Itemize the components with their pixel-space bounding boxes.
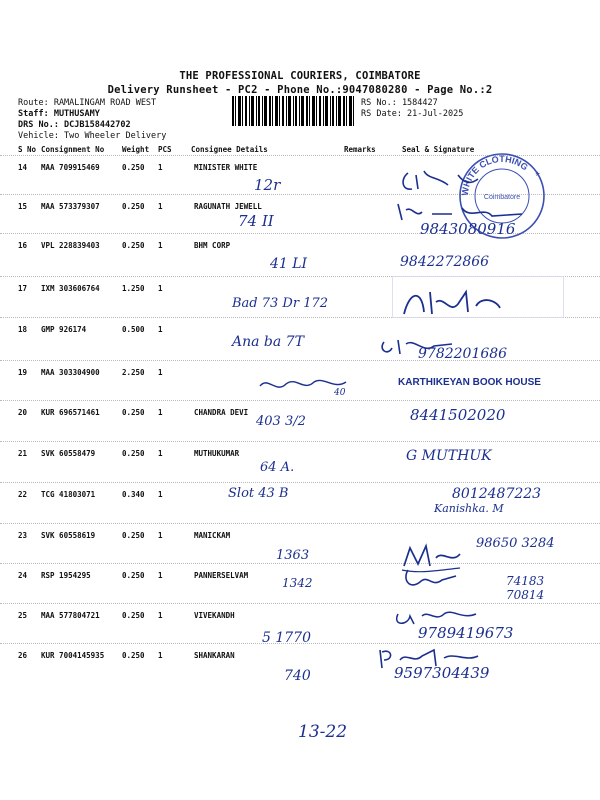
col-weight: Weight (122, 145, 150, 154)
route-line: Route: RAMALINGAM ROAD WEST (18, 98, 157, 108)
hw-phone-24: 74183 70814 (506, 574, 545, 602)
row-weight: 1.250 (122, 284, 145, 293)
row-pcs: 1 (158, 571, 163, 580)
row-pcs: 1 (158, 611, 163, 620)
hw-address-19: 40 (334, 388, 346, 398)
row-weight: 0.250 (122, 449, 145, 458)
hw-address-23: 1363 (276, 548, 310, 563)
hw-address-22: Slot 43 B (228, 486, 289, 501)
signature-17 (400, 286, 530, 320)
row-consignment: MAA 303304900 (41, 368, 100, 377)
row-consignment: SVK 60558619 (41, 531, 96, 540)
row-sno: 20 (18, 408, 28, 417)
stamp-ring-text: WHITE CLOTHING (459, 153, 530, 197)
hw-address-26: 740 (284, 668, 311, 684)
col-consignment: Consignment No (41, 145, 105, 154)
hw-phone-18: 9782201686 (418, 346, 508, 362)
hw-address-18: Ana ba 7T (232, 334, 304, 350)
route-info (18, 98, 166, 142)
row-pcs: 1 (158, 202, 163, 211)
row-consignment: KUR 696571461 (41, 408, 100, 417)
book-house-stamp: KARTHIKEYAN BOOK HOUSE (398, 377, 541, 388)
row-consignee: CHANDRA DEVI (194, 408, 249, 417)
hw-address-16: 41 LI (270, 256, 308, 272)
hw-phone-15: 9843080916 (420, 220, 516, 238)
table-row (0, 441, 600, 480)
row-consignee: BHM CORP (194, 241, 231, 250)
hw-signature-21: G MUTHUK (406, 448, 492, 464)
row-pcs: 1 (158, 325, 163, 334)
hw-address-17: Bad 73 Dr 172 (232, 296, 329, 311)
col-seal: Seal & Signature (402, 145, 475, 154)
hw-address-24: 1342 (282, 576, 313, 590)
row-consignee: PANNERSELVAM (194, 571, 249, 580)
vehicle-line: Vehicle: Two Wheeler Delivery (18, 131, 167, 141)
signature-14 (398, 165, 488, 195)
row-pcs: 1 (158, 449, 163, 458)
row-sno: 14 (18, 163, 28, 172)
runsheet-subtitle: Delivery Runsheet - PC2 - Phone No.:9047080280 - Page No.:2 (107, 84, 493, 96)
row-consignment: RSP 1954295 (41, 571, 91, 580)
row-weight: 0.250 (122, 571, 145, 580)
signature-24 (402, 566, 462, 592)
row-weight: 0.500 (122, 325, 145, 334)
row-sno: 23 (18, 531, 28, 540)
row-consignment: GMP 926174 (41, 325, 87, 334)
rs-info (361, 98, 463, 120)
hw-address-15: 74 II (238, 212, 274, 230)
row-weight: 0.340 (122, 490, 145, 499)
col-remarks: Remarks (344, 145, 376, 154)
row-sno: 21 (18, 449, 28, 458)
drs-line: DRS No.: DCJB158442702 (18, 120, 131, 130)
hw-address-25: 5 1770 (262, 630, 311, 646)
hw-footer-note: 13-22 (298, 722, 348, 742)
row-consignee: VIVEKANDH (194, 611, 235, 620)
row-sno: 26 (18, 651, 28, 660)
row-sno: 17 (18, 284, 28, 293)
row-weight: 0.250 (122, 202, 145, 211)
hw-address-20: 403 3/2 (256, 414, 306, 429)
hw-phone-16: 9842272866 (400, 254, 490, 270)
row-sno: 19 (18, 368, 28, 377)
hw-address-21: 64 A. (260, 460, 295, 475)
row-pcs: 1 (158, 163, 163, 172)
row-consignment: KUR 7004145935 (41, 651, 105, 660)
row-pcs: 1 (158, 651, 163, 660)
row-weight: 2.250 (122, 368, 145, 377)
hw-phone-26: 9597304439 (394, 664, 490, 682)
row-weight: 0.250 (122, 611, 145, 620)
row-sno: 25 (18, 611, 28, 620)
row-pcs: 1 (158, 531, 163, 540)
row-sno: 22 (18, 490, 28, 499)
row-consignment: IXM 303606764 (41, 284, 100, 293)
rs-date: RS Date: 21-Jul-2025 (361, 109, 464, 119)
hw-address-14: 12r (254, 176, 281, 194)
signature-19 (256, 374, 366, 402)
staff-line: Staff: MUTHUSAMY (18, 109, 100, 119)
row-consignee: RAGUNATH JEWELL (194, 202, 262, 211)
row-sno: 24 (18, 571, 28, 580)
hw-phone-23: 98650 3284 (476, 536, 555, 551)
rs-number: RS No.: 1584427 (361, 98, 438, 108)
row-consignee: MANICKAM (194, 531, 231, 540)
row-consignment: TCG 41803071 (41, 490, 96, 499)
row-pcs: 1 (158, 408, 163, 417)
row-consignee: MINISTER WHITE (194, 163, 258, 172)
barcode (232, 96, 354, 126)
row-pcs: 1 (158, 368, 163, 377)
row-sno: 16 (18, 241, 28, 250)
hw-name-22: Kanishka. M (434, 502, 504, 515)
row-sno: 18 (18, 325, 28, 334)
row-pcs: 1 (158, 490, 163, 499)
row-consignee: SHANKARAN (194, 651, 235, 660)
hw-phone-25: 9789419673 (418, 624, 514, 642)
col-pcs: PCS (158, 145, 172, 154)
row-weight: 0.250 (122, 531, 145, 540)
hw-phone-22: 8012487223 (452, 486, 542, 502)
row-consignment: MAA 573379307 (41, 202, 100, 211)
col-sno: S No (18, 145, 37, 154)
row-consignee: MUTHUKUMAR (194, 449, 240, 458)
row-consignment: MAA 709915469 (41, 163, 100, 172)
col-consignee: Consignee Details (191, 145, 268, 154)
row-weight: 0.250 (122, 408, 145, 417)
company-title: THE PROFESSIONAL COURIERS, COIMBATORE (179, 70, 421, 82)
row-pcs: 1 (158, 284, 163, 293)
row-weight: 0.250 (122, 163, 145, 172)
row-consignment: MAA 577804721 (41, 611, 100, 620)
row-weight: 0.250 (122, 651, 145, 660)
star-icon: ★ (535, 169, 541, 179)
stamp-inner-text: Coimbatore (483, 194, 521, 201)
row-sno: 15 (18, 202, 28, 211)
hw-phone-20: 8441502020 (410, 406, 506, 424)
row-weight: 0.250 (122, 241, 145, 250)
row-consignment: VPL 228839403 (41, 241, 100, 250)
row-consignment: SVK 60558479 (41, 449, 96, 458)
row-pcs: 1 (158, 241, 163, 250)
